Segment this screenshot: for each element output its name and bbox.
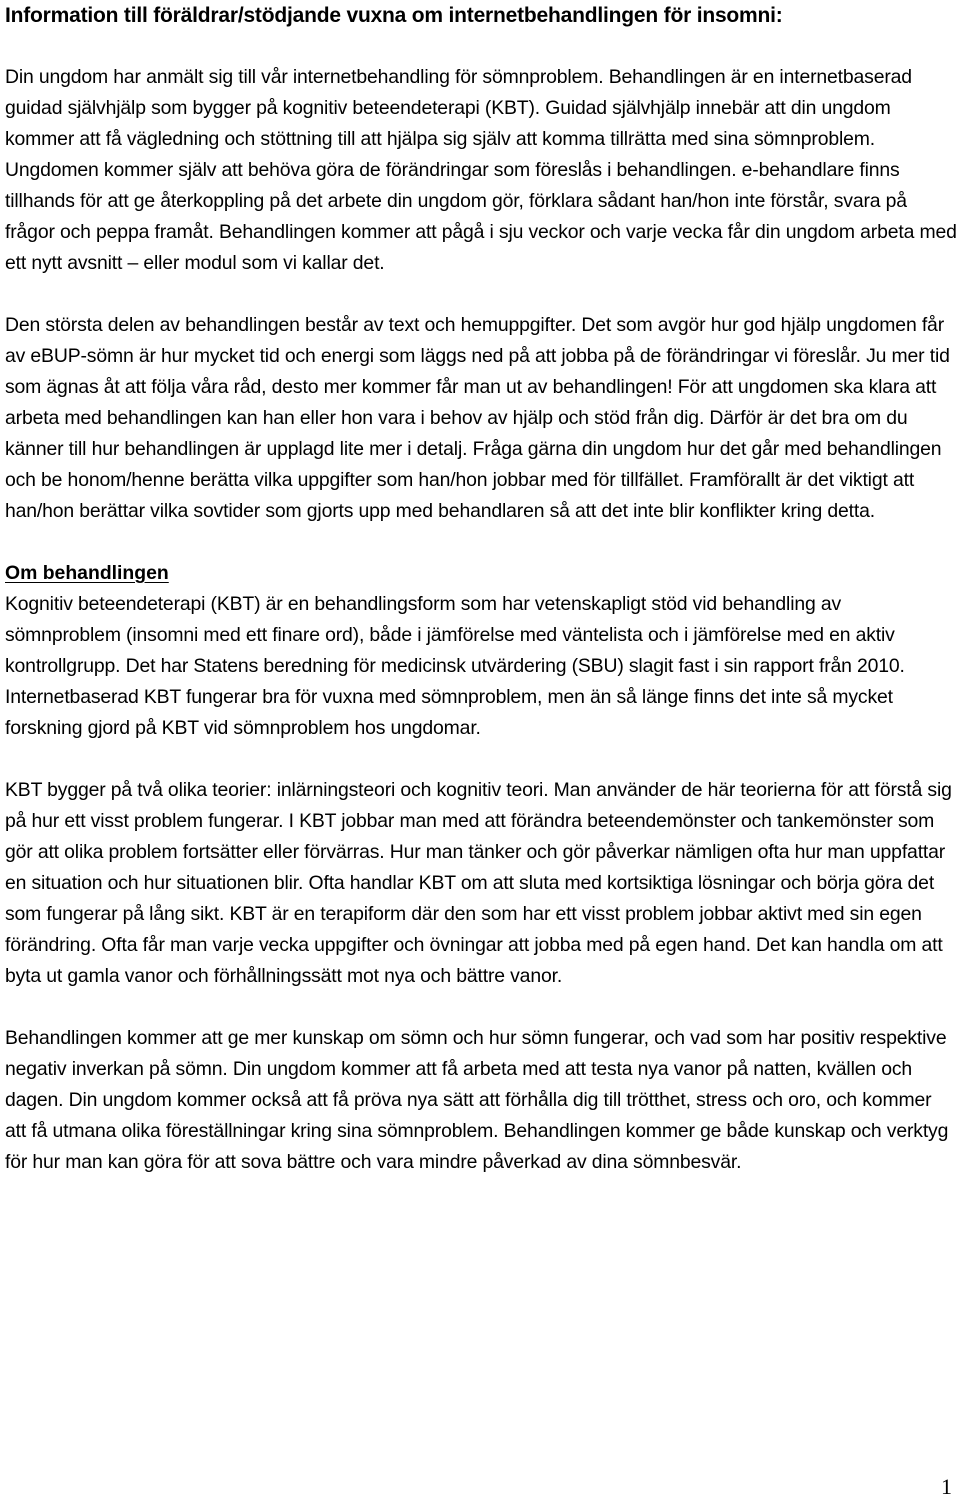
- spacer: [5, 527, 957, 558]
- spacer: [5, 279, 957, 310]
- section-heading: Om behandlingen: [5, 562, 169, 584]
- document-title: Information till föräldrar/stödjande vuxna om internetbehandlingen för insomni:: [5, 4, 783, 27]
- spacer: [5, 992, 957, 1023]
- document-page: [5, 0, 957, 1178]
- section-paragraph-2: KBT bygger på två olika teorier: inlärningsteori och kognitiv teori. Man använder de här teorierna för att förstå sig på hur ett visst problem fungerar. I KBT jobbar man med att förändra beteendemönster och tankemönster som gör att olika problem fortsätter eller förvärras. Hur man tänker och gör påverkar nämligen ofta hur man uppfattar en situation och hur situationen blir. Ofta handlar KBT om att sluta med kortsiktiga lösningar och börja göra det som fungerar på lång sikt. KBT är en terapiform där den som har ett visst problem jobbar aktivt med sin egen förändring. Ofta får man varje vecka uppgifter och övningar att jobba med på egen hand. Det kan handla om att byta ut gamla vanor och förhållningssätt mot nya och bättre vanor.: [5, 779, 952, 987]
- section-paragraph-3: Behandlingen kommer att ge mer kunskap om sömn och hur sömn fungerar, och vad som har positiv respektive negativ inverkan på sömn. Din ungdom kommer att få arbeta med att testa nya vanor på natten, kvällen och dagen. Din ungdom kommer också att få pröva nya sätt att förhålla dig till trötthet, stress och oro, och kommer att få utmana olika föreställningar kring sina sömnproblem. Behandlingen kommer ge både kunskap och verktyg för hur man kan göra för att sova bättre och vara mindre påverkad av dina sömnbesvär.: [5, 1027, 949, 1173]
- intro-paragraph-1: Din ungdom har anmält sig till vår internetbehandling för sömnproblem. Behandlingen är en internetbaserad guidad självhjälp som bygger på kognitiv beteendeterapi (KBT). Guidad självhjälp innebär att din ungdom kommer att få vägledning och stöttning till att hjälpa sig själv att komma tillrätta med sina sömnproblem. Ungdomen kommer själv att behöva göra de förändringar som föreslås i behandlingen. e-behandlare finns tillhands för att ge återkoppling på det arbete din ungdom gör, förklara sådant han/hon inte förstår, svara på frågor och peppa framåt. Behandlingen kommer att pågå i sju veckor och varje vecka får din ungdom arbeta med ett nytt avsnitt – eller modul som vi kallar det.: [5, 66, 957, 274]
- page-number: 1: [941, 1474, 952, 1499]
- spacer: [5, 744, 957, 775]
- section-paragraph-1: Kognitiv beteendeterapi (KBT) är en behandlingsform som har vetenskapligt stöd vid behandling av sömnproblem (insomni med ett finare ord), både i jämförelse med väntelista och i jämförelse med en aktiv kontrollgrupp. Det har Statens beredning för medicinsk utvärdering (SBU) slagit fast i sin rapport från 2010. Internetbaserad KBT fungerar bra för vuxna med sömnproblem, men än så länge finns det inte så mycket forskning gjord på KBT vid sömnproblem hos ungdomar.: [5, 593, 905, 739]
- spacer: [5, 31, 957, 62]
- intro-paragraph-2: Den största delen av behandlingen består av text och hemuppgifter. Det som avgör hur god hjälp ungdomen får av eBUP-sömn är hur mycket tid och energi som läggs ned på att jobba på de förändringar vi föreslår. Ju mer tid som ägnas åt att följa våra råd, desto mer kommer får man ut av behandlingen! För att ungdomen ska klara att arbeta med behandlingen kan han eller hon vara i behov av hjälp och stöd från dig. Därför är det bra om du känner till hur behandlingen är upplagd lite mer i detalj. Fråga gärna din ungdom hur det går med behandlingen och be honom/henne berätta vilka uppgifter som han/hon jobbar med för tillfället. Framförallt är det viktigt att han/hon berättar vilka sovtider som gjorts upp med behandlaren så att det inte blir konflikter kring detta.: [5, 314, 950, 522]
